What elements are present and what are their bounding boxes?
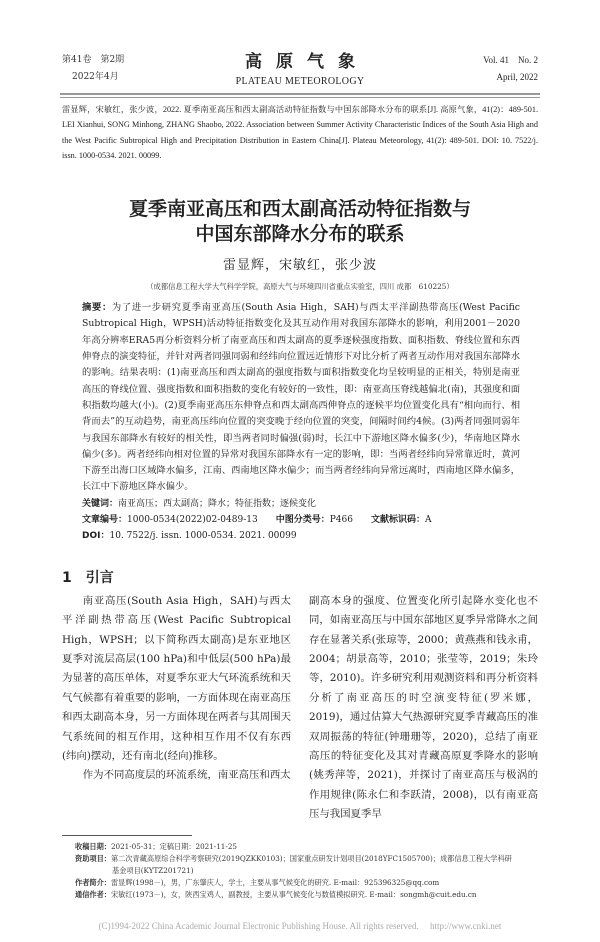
title-line: 夏季南亚高压和西太副高活动特征指数与 <box>128 198 471 221</box>
journal-title-en: PLATEAU METEOROLOGY <box>235 76 365 87</box>
text: 宋敏红(1973－)，女，陕西宝鸡人，副教授，主要从事气候变化与数值模拟研究. E-mail：songmh@cuit.edu.cn <box>110 890 477 900</box>
text: 雷显辉(1998－)，男，广东肇庆人，学士，主要从事气候变化的研究. E-mail：925396325@qq.com <box>110 878 440 888</box>
authors: 雷显辉，宋敏红，张少波 <box>222 258 377 274</box>
abstract-label: 摘要： <box>82 302 112 314</box>
paragraph: 作为不同高度层的环流系统，南亚高压和西太 <box>82 769 291 782</box>
section-title: 引言 <box>85 569 114 586</box>
paragraph: 南亚高压(South Asia High，SAH)与西太平洋副热带高压(West Pacific Subtropical High，WPSH；以下简称西太副高)是东亚地区夏季对流层高层(100 hPa)和中低层(500 hPa)最为显著的高压单体，对夏季东亚大气环流系统和天气气候都有着重要的影响，一方面体现在南亚高压和西太副高本身，另一方面体现在两者与其周围天气系统间的相互作用，这种相互作用不仅有东西(纬向)摆动，还有南北(经向)推移。 <box>62 594 291 762</box>
article-no-label: 文章编号： <box>82 514 128 525</box>
text: 第二次青藏高原综合科学考察研究(2019QZKK0103)；国家重点研发计划项目(2018YFC1505700)；成都信息工程大学科研 <box>110 853 512 863</box>
keywords-text: 南亚高压；西太副高；降水；特征指数；逐候变化 <box>118 498 317 509</box>
paper-title <box>60 197 540 247</box>
header-rule <box>60 93 540 95</box>
body-columns <box>60 592 540 825</box>
body-column-left <box>62 592 291 825</box>
journal-volume-issue-cn <box>60 47 180 86</box>
citation: 雷显辉，宋敏红，张少波，2022. 夏季南亚高压和西太副高活动特征指数与中国东部降水分布的联系[J]. 高原气象，41(2)：489-501. LEI Xianhui, SONG Minhong, ZHANG Shaobo, 2022. Association between Summer Activity Characteristic Indices of the South Asia High and the West Pacific Subtropical High and Precipitation Distribution in Eastern China[J]. Plateau Meteorology, 41(2): 489-501. DOI: 10. 7522/j. issn. 1000-0534. 2021. 00099. <box>62 105 538 160</box>
keywords <box>82 496 520 512</box>
affiliation: （成都信息工程大学大气科学学院，高原大气与环境四川省重点实验室，四川 成都 610225） <box>146 282 454 292</box>
doi <box>82 528 520 544</box>
journal-masthead <box>180 47 420 87</box>
body-column-right <box>309 592 538 825</box>
paragraph: 副高本身的强度、位置变化所引起降水变化也不同，如南亚高压与中国东部地区夏季异常降水之间存在显著关系(张琼等，2000；黄燕燕和钱永甫，2004；胡景高等，2010；张莹等，2019；朱玲等，2010)。许多研究利用观测资料和再分析资料分析了南亚高压的时空演变特征(罗米娜，2019)，通过估算大气热源研究夏季青藏高压的准双周振荡的特征(钟珊珊等，2020)，总结了南亚高压的特征变化及其对青藏高原夏季降水的影响(姚秀萍等，2021)，并探讨了南亚高压与极涡的作用规律(陈永仁和李跃清，2008)，以有南亚高压与我国夏季旱 <box>309 594 538 821</box>
article-no: 1000-0534(2022)02-0489-13 <box>127 514 258 525</box>
label: 通信作者： <box>75 890 111 900</box>
label: 作者简介： <box>75 878 111 888</box>
date-en: April, 2022 <box>496 72 538 82</box>
journal-volume-issue-en <box>420 47 540 86</box>
section-number: 1 <box>62 569 72 586</box>
volume-issue-en: Vol. 41 No. 2 <box>483 55 538 65</box>
footnote-funding-cont: 基金项目(KYTZ201721) <box>112 866 194 876</box>
journal-header <box>60 47 540 87</box>
label: 资助项目： <box>75 853 111 863</box>
doc-code-label: 文献标识码： <box>370 514 425 525</box>
doi-text: 10. 7522/j. issn. 1000-0534. 2021. 00099 <box>109 530 297 541</box>
doi-label: DOI： <box>82 530 110 541</box>
article-info <box>82 512 520 528</box>
title-line: 中国东部降水分布的联系 <box>195 223 405 246</box>
abstract-text: 为了进一步研究夏季南亚高压(South Asia High，SAH)与西太平洋副热带高压(West Pacific Subtropical High，WPSH)活动特征指数变化及其互动作用对我国东部降水的影响，利用2001－2020年高分辨率ERA5再分析资料分析了南亚高压和西太副高的夏季逐候强度指数、面积指数、脊线位置和东西伸脊点的演变特征，并针对两者同强同弱和经纬向位置远近情形下对比分析了两者互动作用对我国东部降水的影响。结果表明：(1)南亚高压和西太副高的强度指数与面积指数变化均呈较明显的正相关，特别是南亚高压的脊线位置、强度指数和面积指数的变化有较好的一致性，即：南亚高压脊线越偏北(南)，其强度和面积指数均越大(小)。(2)夏季南亚高压东伸脊点和西太副高西伸脊点的逐候平均位置变化具有“相向而行、相背而去”的互动趋势，南亚高压纬向位置的突变晚于经向位置的突变，间隔时间约4候。(3)两者同强同弱年与我国东部降水有较好的相关性，即当两者同时偏强(弱)时，长江中下游地区降水偏多(少)，华南地区降水偏少(多)。两者经纬向相对位置的异常对我国东部降水有一定的影响，即：当两者经纬向异常靠近时，黄河下游至出海口区域降水偏多，江南、西南地区降水偏少；而当两者经纬向异常远离时，西南地区降水偏多，长江中下游地区降水偏少。 <box>82 302 520 493</box>
header-rule-thin <box>60 97 540 98</box>
label: 收稿日期： <box>75 841 111 851</box>
copyright-watermark: (C)1994-2022 China Academic Journal Electronic Publishing House. All rights reserved. http://www.cnki.net <box>98 920 502 931</box>
clc-number: P466 <box>329 514 353 525</box>
keywords-label: 关键词： <box>82 498 119 509</box>
text: 2021-05-31；定稿日期：2021-11-25 <box>110 841 237 851</box>
clc-label: 中图分类号： <box>275 514 330 525</box>
volume-issue-cn: 第41卷 第2期 <box>62 55 125 65</box>
footnote-rule <box>62 835 192 836</box>
date-cn: 2022年4月 <box>72 72 119 82</box>
doc-code: A <box>424 514 432 525</box>
footnote-received <box>75 841 540 853</box>
footnote-author <box>75 877 540 889</box>
footnote-corresponding <box>75 889 540 901</box>
journal-title-cn: 高原气象 <box>245 52 369 72</box>
section-heading <box>60 568 540 588</box>
abstract <box>82 300 520 496</box>
footnote-funding <box>75 853 540 865</box>
